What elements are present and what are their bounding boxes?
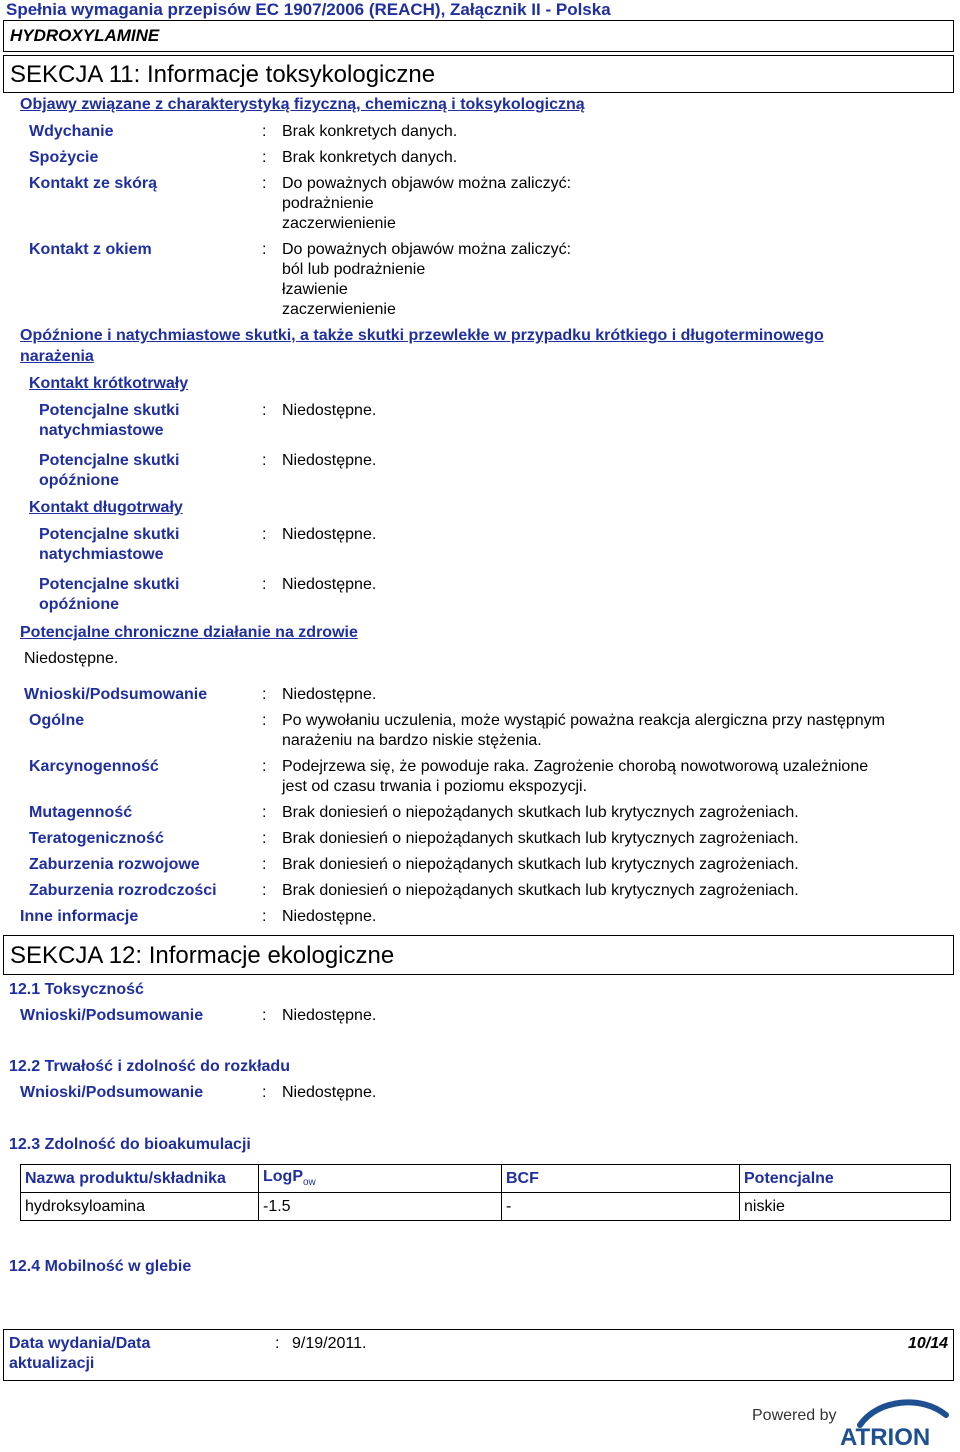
short-delayed-value: Niedostępne. [282, 452, 377, 469]
table-cell: -1.5 [259, 1193, 502, 1221]
header-cell: Potencjalne [740, 1165, 951, 1193]
chronic-heading: Potencjalne chroniczne działanie na zdrowie [20, 624, 358, 641]
table-cell: niskie [740, 1193, 951, 1221]
colon: : [262, 908, 267, 925]
product-name: HYDROXYLAMINE [10, 26, 160, 45]
header-cell-logp [259, 1165, 502, 1193]
colon: : [262, 882, 267, 899]
short-delayed-label-cont: opóźnione [39, 472, 119, 489]
section-11-title: SEKCJA 11: Informacje toksykologiczne [10, 61, 436, 88]
issue-date-label: Data wydania/Data [9, 1335, 151, 1352]
short-delayed-label: Potencjalne skutki [39, 452, 180, 469]
colon: : [262, 686, 267, 703]
conclusions-label: Wnioski/Podsumowanie [24, 686, 208, 703]
section-11-header [3, 55, 954, 93]
teratogenicity-value: Brak doniesień o niepożądanych skutkach lub krytycznych zagrożeniach. [282, 830, 799, 847]
long-immediate-value: Niedostępne. [282, 526, 377, 543]
symptom-value: zaczerwienienie [282, 215, 396, 232]
colon: : [262, 830, 267, 847]
long-immediate-label-cont: natychmiastowe [39, 546, 164, 563]
long-term-heading: Kontakt długotrwały [29, 499, 183, 516]
colon: : [262, 712, 267, 729]
symptom-value: ból lub podrażnienie [282, 261, 426, 278]
logp-label: LogP [263, 1168, 303, 1186]
colon: : [262, 576, 267, 593]
symptom-label: Kontakt z okiem [29, 241, 152, 258]
regulation-title: Spełnia wymagania przepisów EC 1907/2006 (REACH), Załącznik II - Polska [6, 0, 611, 19]
general-value: Po wywołaniu uczulenia, może wystąpić poważna reakcja alergiczna przy następnym [282, 712, 885, 729]
long-delayed-label: Potencjalne skutki [39, 576, 180, 593]
colon: : [262, 526, 267, 543]
product-box [3, 20, 954, 52]
developmental-value: Brak doniesień o niepożądanych skutkach lub krytycznych zagrożeniach. [282, 856, 799, 873]
persistence-heading: 12.2 Trwałość i zdolność do rozkładu [9, 1058, 290, 1075]
page-number: 10/14 [907, 1335, 948, 1352]
carcinogenicity-value-cont: jest od czasu trwania i poziomu ekspozycji. [282, 778, 588, 795]
colon: : [262, 452, 267, 469]
symptom-value: Do poważnych objawów można zaliczyć: [282, 175, 572, 192]
persistence-value: Niedostępne. [282, 1084, 377, 1101]
chronic-value: Niedostępne. [24, 650, 119, 667]
delayed-effects-heading: Opóźnione i natychmiastowe skutki, a także skutki przewlekłe w przypadku krótkiego i długoterminowego [20, 327, 824, 344]
symptom-value: Brak konkretych danych. [282, 123, 458, 140]
toxicity-label: Wnioski/Podsumowanie [20, 1007, 204, 1024]
teratogenicity-label: Teratogeniczność [29, 830, 164, 847]
long-immediate-label: Potencjalne skutki [39, 526, 180, 543]
footer-box [3, 1329, 954, 1381]
table-cell: - [502, 1193, 740, 1221]
other-info-value: Niedostępne. [282, 908, 377, 925]
short-immediate-value: Niedostępne. [282, 402, 377, 419]
symptom-value: łzawienie [282, 281, 348, 298]
conclusions-value: Niedostępne. [282, 686, 377, 703]
mutagenicity-value: Brak doniesień o niepożądanych skutkach lub krytycznych zagrożeniach. [282, 804, 799, 821]
bioaccumulation-heading: 12.3 Zdolność do bioakumulacji [9, 1136, 251, 1153]
mobility-heading: 12.4 Mobilność w glebie [9, 1258, 192, 1275]
symptom-value: Do poważnych objawów można zaliczyć: [282, 241, 572, 258]
short-term-heading: Kontakt krótkotrwały [29, 375, 189, 392]
mutagenicity-label: Mutagenność [29, 804, 133, 821]
colon: : [262, 149, 267, 166]
colon: : [262, 123, 267, 140]
powered-by-text: Powered by [752, 1407, 837, 1424]
symptom-label: Spożycie [29, 149, 99, 166]
symptom-label: Wdychanie [29, 123, 114, 140]
symptom-value: Brak konkretych danych. [282, 149, 458, 166]
colon: : [275, 1335, 280, 1352]
developmental-label: Zaburzenia rozwojowe [29, 856, 200, 873]
short-immediate-label-cont: natychmiastowe [39, 422, 164, 439]
short-immediate-label: Potencjalne skutki [39, 402, 180, 419]
table-row [21, 1193, 951, 1221]
symptom-value: zaczerwienienie [282, 301, 396, 318]
table-header-row [21, 1165, 951, 1193]
table-cell: hydroksyloamina [21, 1193, 259, 1221]
delayed-effects-heading-cont: narażenia [20, 348, 94, 365]
fertility-value: Brak doniesień o niepożądanych skutkach lub krytycznych zagrożeniach. [282, 882, 799, 899]
persistence-label: Wnioski/Podsumowanie [20, 1084, 204, 1101]
colon: : [262, 804, 267, 821]
general-value-cont: narażeniu na bardzo niskie stężenia. [282, 732, 542, 749]
colon: : [262, 856, 267, 873]
bioaccumulation-table [20, 1164, 951, 1221]
colon: : [262, 241, 267, 258]
logp-subscript: ow [303, 1177, 316, 1189]
colon: : [262, 175, 267, 192]
symptom-label: Kontakt ze skórą [29, 175, 158, 192]
colon: : [262, 1007, 267, 1024]
other-info-label: Inne informacje [20, 908, 139, 925]
carcinogenicity-value: Podejrzewa się, że powoduje raka. Zagrożenie chorobą nowotworową uzależnione [282, 758, 869, 775]
issue-date-value: 9/19/2011. [292, 1335, 367, 1352]
colon: : [262, 402, 267, 419]
colon: : [262, 1084, 267, 1101]
symptom-value: podrażnienie [282, 195, 374, 212]
atrion-brand-text: ATRION [840, 1424, 931, 1447]
symptoms-heading: Objawy związane z charakterystyką fizyczną, chemiczną i toksykologiczną [20, 96, 585, 113]
header-cell: Nazwa produktu/składnika [21, 1165, 259, 1193]
header-cell: BCF [502, 1165, 740, 1193]
long-delayed-label-cont: opóźnione [39, 596, 119, 613]
section-12-header [3, 935, 954, 975]
issue-date-label-cont: aktualizacji [9, 1355, 95, 1372]
fertility-label: Zaburzenia rozrodczości [29, 882, 217, 899]
toxicity-value: Niedostępne. [282, 1007, 377, 1024]
atrion-logo [838, 1395, 950, 1447]
section-12-title: SEKCJA 12: Informacje ekologiczne [10, 942, 395, 969]
carcinogenicity-label: Karcynogenność [29, 758, 159, 775]
atrion-swoosh-icon [838, 1395, 950, 1447]
general-label: Ogólne [29, 712, 85, 729]
toxicity-heading: 12.1 Toksyczność [9, 981, 144, 998]
long-delayed-value: Niedostępne. [282, 576, 377, 593]
colon: : [262, 758, 267, 775]
